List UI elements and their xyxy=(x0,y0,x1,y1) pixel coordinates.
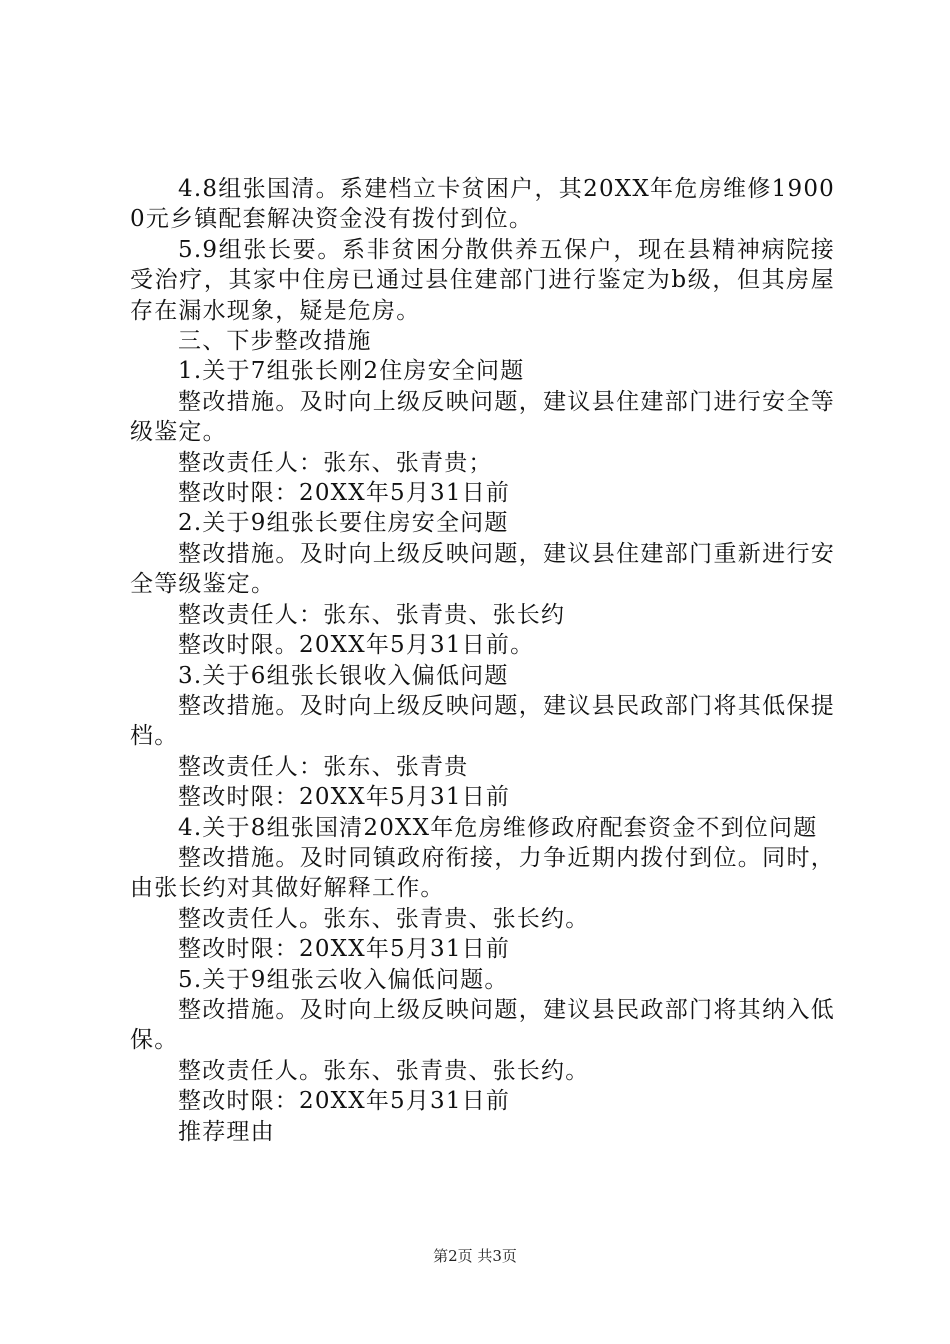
paragraph: 整改措施。及时向上级反映问题，建议县民政部门将其纳入低保。 xyxy=(130,996,835,1054)
paragraph: 整改措施。及时向上级反映问题，建议县住建部门进行安全等级鉴定。 xyxy=(130,388,835,446)
paragraph: 整改时限：20XX年5月31日前 xyxy=(178,936,511,963)
item-heading: 3.关于6组张长银收入偏低问题 xyxy=(178,662,509,689)
paragraph: 整改责任人。张东、张青贵、张长约。 xyxy=(178,1057,590,1084)
paragraph: 整改责任人。张东、张青贵、张长约。 xyxy=(178,905,590,932)
item-heading: 1.关于7组张长刚2住房安全问题 xyxy=(178,358,525,385)
paragraph: 整改措施。及时向上级反映问题，建议县住建部门重新进行安全等级鉴定。 xyxy=(130,540,835,598)
paragraph: 整改时限：20XX年5月31日前 xyxy=(178,1088,511,1115)
paragraph: 整改措施。及时同镇政府衔接，力争近期内拨付到位。同时，由张长约对其做好解释工作。 xyxy=(130,844,835,902)
paragraph: 整改时限：20XX年5月31日前 xyxy=(178,480,511,507)
paragraph: 整改时限：20XX年5月31日前 xyxy=(178,784,511,811)
page-number-footer: 第2页 共3页 xyxy=(433,1247,517,1265)
paragraph: 整改措施。及时向上级反映问题，建议县民政部门将其低保提档。 xyxy=(130,692,835,750)
paragraph: 整改责任人：张东、张青贵 xyxy=(178,753,469,780)
paragraph: 整改责任人：张东、张青贵、张长约 xyxy=(178,601,566,628)
paragraph: 整改时限。20XX年5月31日前。 xyxy=(178,632,535,659)
paragraph: 推荐理由 xyxy=(178,1118,275,1145)
paragraph: 整改责任人：张东、张青贵； xyxy=(178,449,493,476)
item-heading: 2.关于9组张长要住房安全问题 xyxy=(178,510,509,537)
section-heading: 三、下步整改措施 xyxy=(178,328,372,355)
item-heading: 4.关于8组张国清20XX年危房维修政府配套资金不到位问题 xyxy=(178,814,818,841)
item-heading: 5.关于9组张云收入偏低问题。 xyxy=(178,966,509,993)
paragraph: 4.8组张国清。系建档立卡贫困户，其20XX年危房维修19000元乡镇配套解决资金没有拨付到位。 xyxy=(130,176,835,233)
paragraph: 5.9组张长要。系非贫困分散供养五保户，现在县精神病院接受治疗，其家中住房已通过县住建部门进行鉴定为b级，但其房屋存在漏水现象，疑是危房。 xyxy=(130,236,835,324)
document-body xyxy=(130,174,835,1147)
